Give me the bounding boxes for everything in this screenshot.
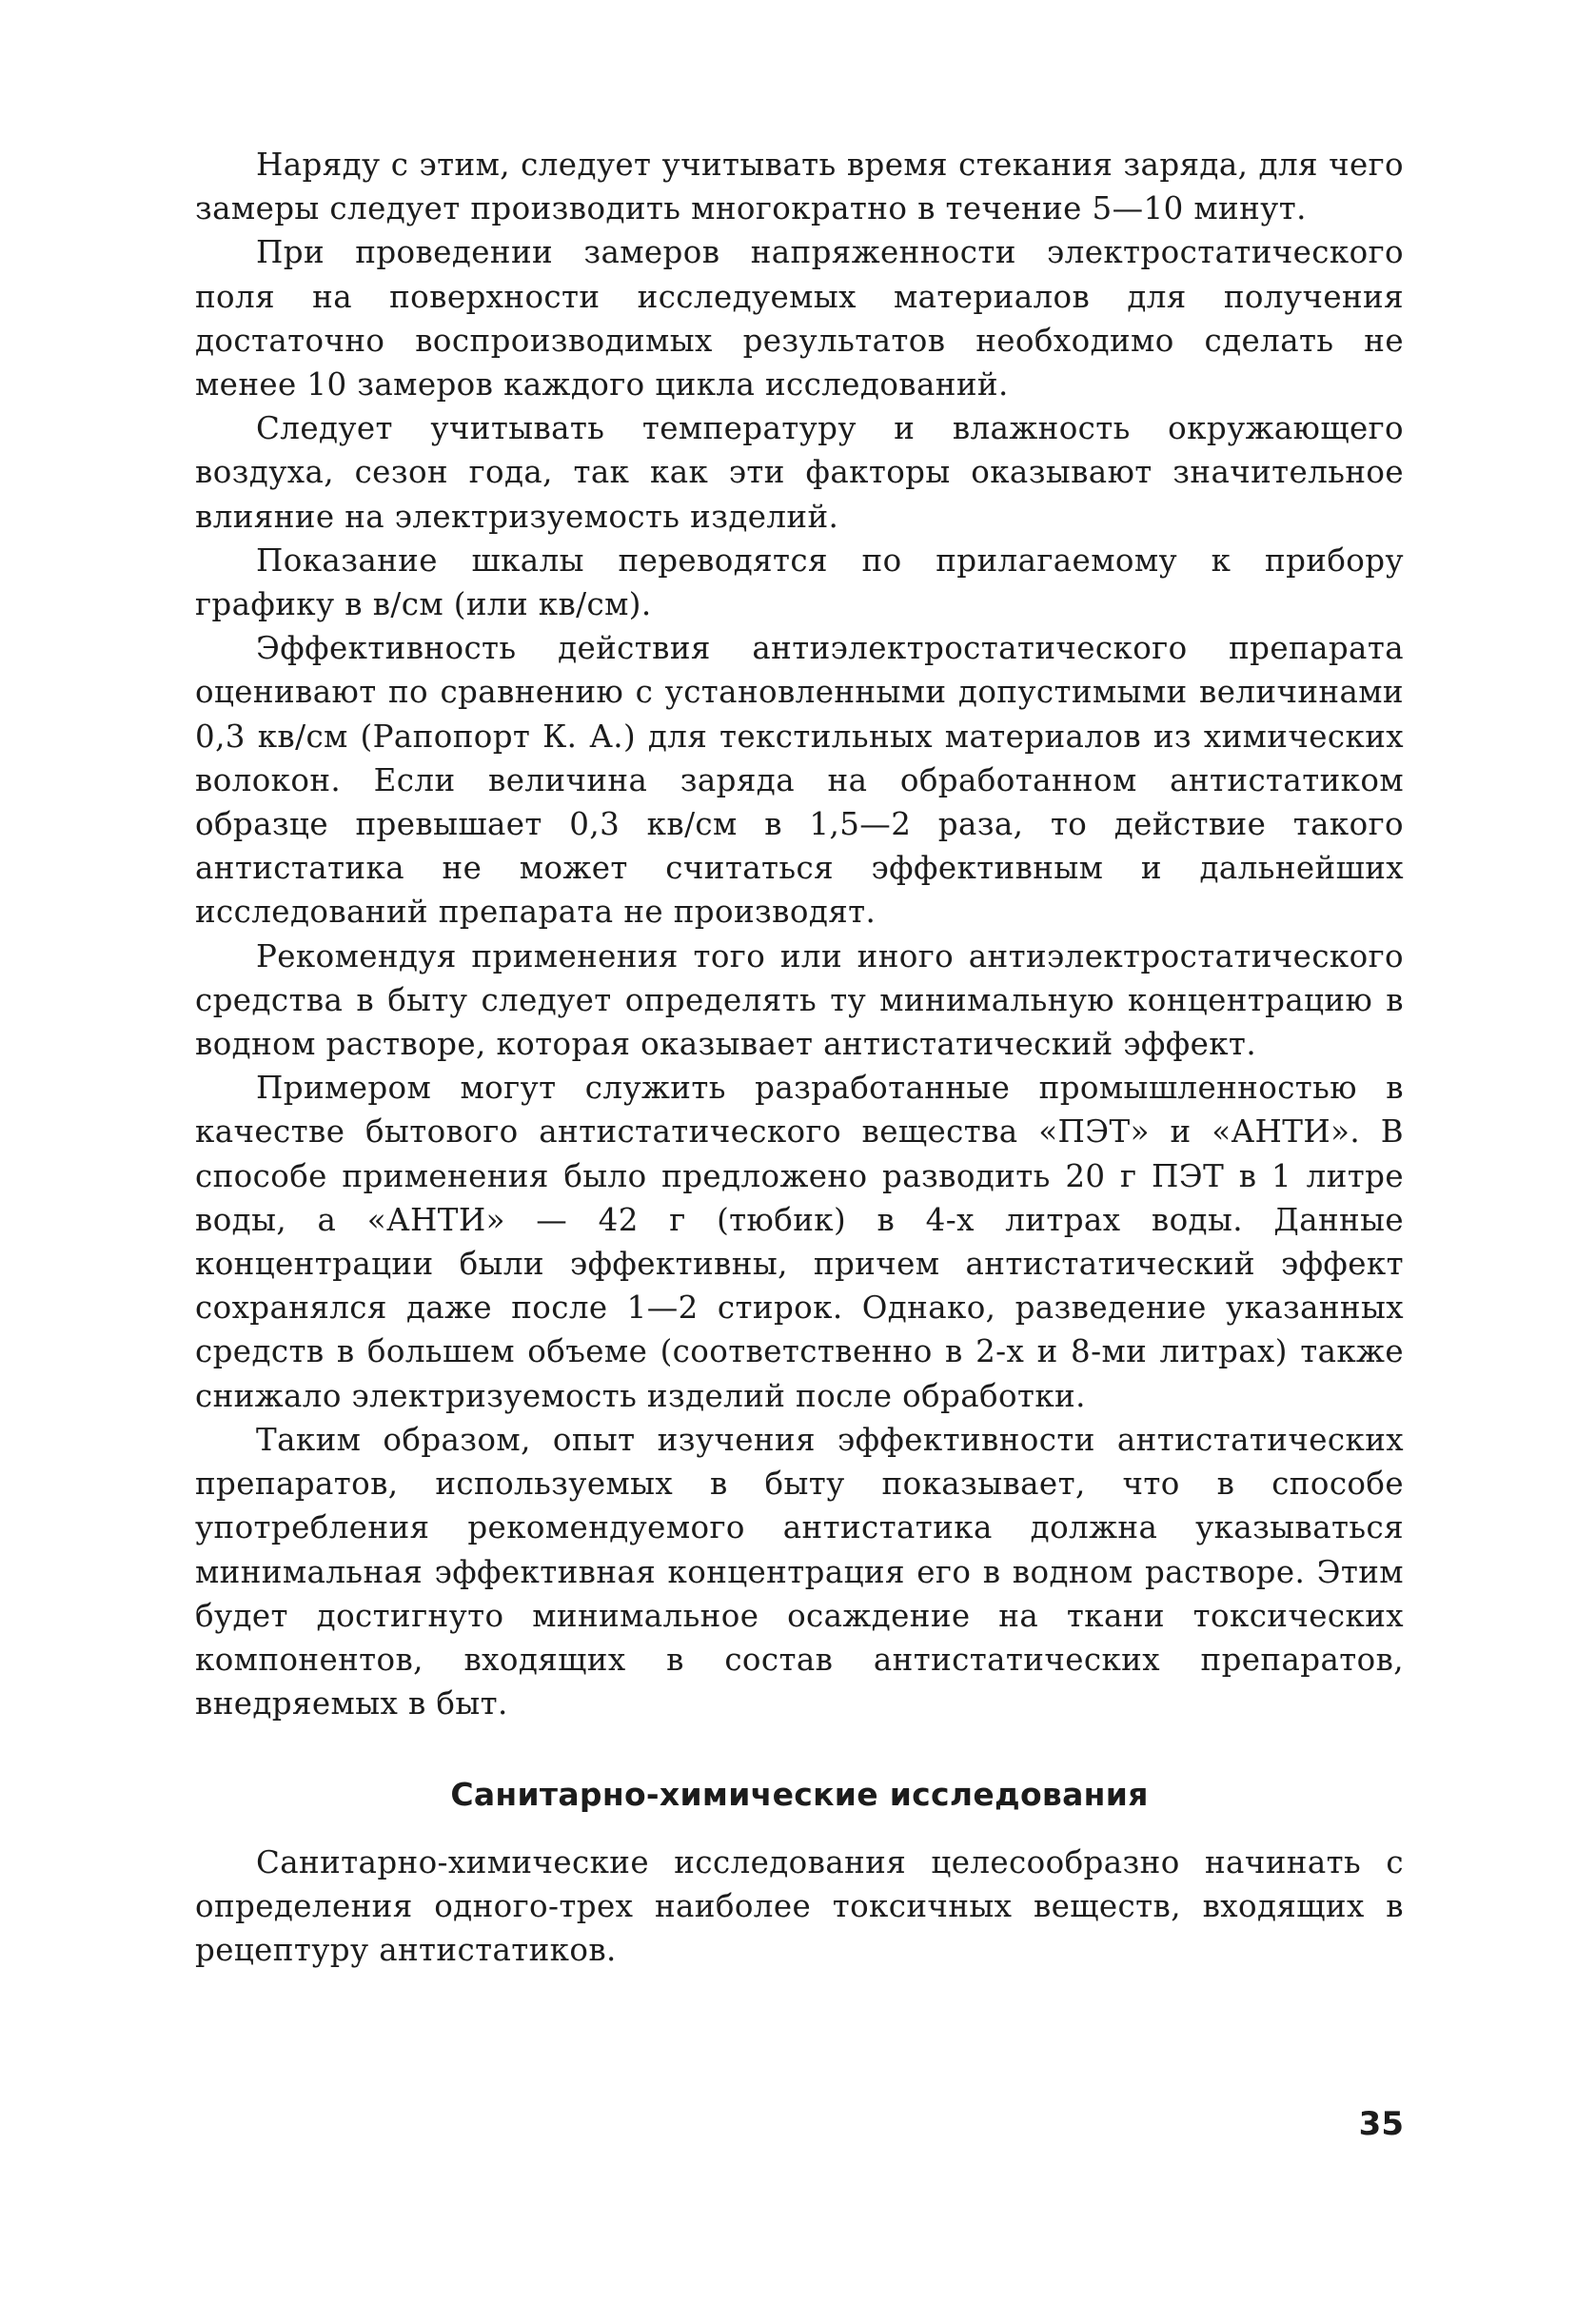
- paragraph-effectiveness: Эффективность действия антиэлектростатического препарата оценивают по сравнению с установленными допустимыми величинами 0,3 кв/см (Рапопорт К. А.) для текстильных материалов из химических волокон. Если величина заряда на обработанном антистатиком образце превышает 0,3 кв/см в 1,5—2 раза, то действие такого антистатика не может считаться эффективным и дальнейших исследований препарата не производят.: [195, 630, 1404, 931]
- paragraph-sanitary-chemical: Санитарно-химические исследования целесообразно начинать с определения одного-трех наиболее токсичных веществ, входящих в рецептуру антистатиков.: [195, 1843, 1404, 1968]
- paragraph-discharge-time: Наряду с этим, следует учитывать время стекания заряда, для чего замеры следует производить многократно в течение 5—10 минут.: [195, 147, 1404, 227]
- paragraph-example: Примером могут служить разработанные промышленностью в качестве бытового антистатического вещества «ПЭТ» и «АНТИ». В способе применения было предложено разводить 20 г ПЭТ в 1 литре воды, а «АНТИ» — 42 г (тюбик) в 4-х литрах воды. Данные концентрации были эффективны, причем антистатический эффект сохранялся даже после 1—2 стирок. Однако, разведение указанных средств в большем объеме (соответственно в 2-х и 8-ми литрах) также снижало электризуемость изделий после обработки.: [195, 1070, 1404, 1414]
- paragraph-conclusion: Таким образом, опыт изучения эффективности антистатических препаратов, используемых в быту показывает, что в способе употребления рекомендуемого антистатика должна указываться минимальная эффективная концентрация его в водном растворе. Этим будет достигнуто минимальное осаждение на ткани токсических компонентов, входящих в состав антистатических препаратов, внедряемых в быт.: [195, 1421, 1404, 1722]
- paragraph-measurement-count: При проведении замеров напряженности электростатического поля на поверхности исследуемых материалов для получения достаточно воспроизводимых результатов необходимо сделать не менее 10 замеров каждого цикла исследований.: [195, 234, 1404, 404]
- paragraph-environment-factors: Следует учитывать температуру и влажность окружающего воздуха, сезон года, так как эти факторы оказывают значительное влияние на электризуемость изделий.: [195, 410, 1404, 535]
- page-number: 35: [1358, 2105, 1404, 2143]
- paragraph-recommendation: Рекомендуя применения того или иного антиэлектростатического средства в быту следует определять ту минимальную концентрацию в водном растворе, которая оказывает антистатический эффект.: [195, 937, 1404, 1063]
- page-body: [195, 143, 1404, 1972]
- paragraph-scale-readings: Показание шкалы переводятся по прилагаемому к прибору графику в в/см (или кв/см).: [195, 541, 1404, 623]
- section-heading: Санитарно-химические исследования: [450, 1776, 1149, 1814]
